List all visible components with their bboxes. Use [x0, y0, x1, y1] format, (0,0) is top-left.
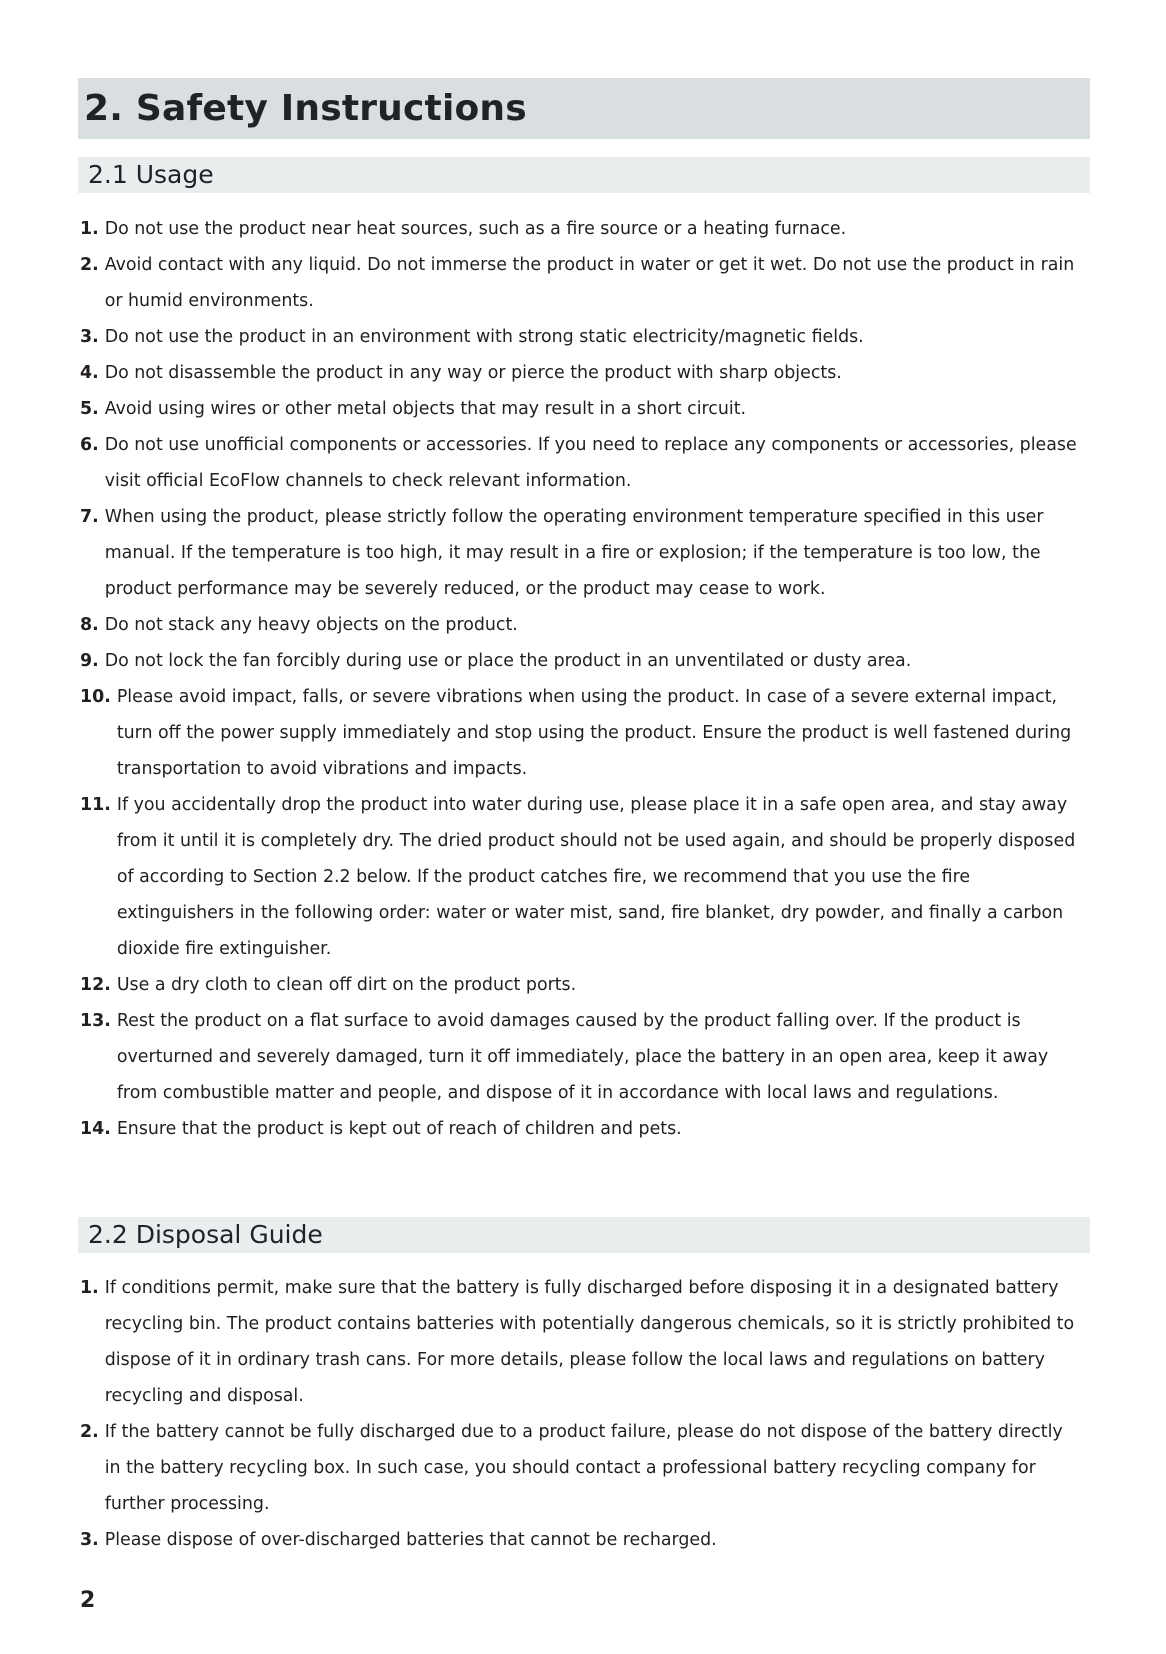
- item-text: If the battery cannot be fully discharged due to a product failure, please do not dispose of the battery directly in the battery recycling box. In such case, you should contact a professional battery recycling company for further processing.: [104, 1422, 1063, 1514]
- item-number: 3.: [80, 1530, 99, 1550]
- item-number: 3.: [80, 327, 99, 347]
- list-item: [80, 355, 1092, 391]
- item-text: Do not lock the fan forcibly during use or place the product in an unventilated or dusty area.: [104, 651, 912, 671]
- list-item: [80, 679, 1092, 787]
- item-text: Use a dry cloth to clean off dirt on the product ports.: [116, 975, 577, 995]
- item-text: If you accidentally drop the product into water during use, please place it in a safe open area, and stay away from it until it is completely dry. The dried product should not be used again, and should be properly disposed of according to Section 2.2 below. If the product catches fire, we recommend that you use the fire extinguishers in the following order: water or water mist, sand, fire blanket, dry powder, and finally a carbon dioxide fire extinguisher.: [116, 795, 1076, 959]
- list-item: [80, 1522, 1092, 1558]
- item-number: 8.: [80, 615, 99, 635]
- list-item: [80, 1414, 1092, 1522]
- list-item: [80, 499, 1092, 607]
- item-number: 10.: [80, 687, 111, 707]
- list-item: [80, 643, 1092, 679]
- item-number: 2.: [80, 255, 99, 275]
- item-number: 1.: [80, 219, 99, 239]
- item-text: Do not use the product near heat sources, such as a fire source or a heating furnace.: [104, 219, 847, 239]
- list-item: [80, 319, 1092, 355]
- item-number: 9.: [80, 651, 99, 671]
- item-number: 4.: [80, 363, 99, 383]
- list-item: [80, 787, 1092, 967]
- list-item: [80, 1111, 1092, 1147]
- item-text: Ensure that the product is kept out of reach of children and pets.: [116, 1119, 682, 1139]
- item-text: Please dispose of over-discharged batteries that cannot be recharged.: [104, 1530, 717, 1550]
- item-number: 14.: [80, 1119, 111, 1139]
- list-item: [80, 1270, 1092, 1414]
- usage-list: [80, 211, 1092, 1147]
- disposal-list: [80, 1270, 1092, 1558]
- item-text: Do not use the product in an environment with strong static electricity/magnetic fields.: [104, 327, 864, 347]
- usage-section-heading: 2.1 Usage: [78, 157, 1090, 193]
- item-text: If conditions permit, make sure that the battery is fully discharged before disposing it in a designated battery recycling bin. The product contains batteries with potentially dangerous chemicals, so it is strictly prohibited to dispose of it in ordinary trash cans. For more details, please follow the local laws and regulations on battery recycling and disposal.: [104, 1278, 1075, 1406]
- item-text: Do not disassemble the product in any way or pierce the product with sharp objects.: [104, 363, 842, 383]
- item-text: Avoid using wires or other metal objects that may result in a short circuit.: [104, 399, 747, 419]
- list-item: [80, 391, 1092, 427]
- list-item: [80, 1003, 1092, 1111]
- item-text: Please avoid impact, falls, or severe vibrations when using the product. In case of a severe external impact, turn off the power supply immediately and stop using the product. Ensure the product is well fastened during transportation to avoid vibrations and impacts.: [116, 687, 1072, 779]
- item-text: Do not use unofficial components or accessories. If you need to replace any components or accessories, please visit official EcoFlow channels to check relevant information.: [104, 435, 1077, 491]
- item-text: Rest the product on a flat surface to avoid damages caused by the product falling over. If the product is overturned and severely damaged, turn it off immediately, place the battery in an open area, keep it away from combustible matter and people, and dispose of it in accordance with local laws and regulations.: [116, 1011, 1049, 1103]
- item-text: Do not stack any heavy objects on the product.: [104, 615, 518, 635]
- item-text: When using the product, please strictly follow the operating environment temperature specified in this user manual. If the temperature is too high, it may result in a fire or explosion; if the temperature is too low, the product performance may be severely reduced, or the product may cease to work.: [104, 507, 1044, 599]
- list-item: [80, 607, 1092, 643]
- list-item: [80, 247, 1092, 319]
- item-number: 13.: [80, 1011, 111, 1031]
- item-number: 1.: [80, 1278, 99, 1298]
- item-number: 5.: [80, 399, 99, 419]
- item-number: 7.: [80, 507, 99, 527]
- list-item: [80, 211, 1092, 247]
- list-item: [80, 427, 1092, 499]
- item-number: 6.: [80, 435, 99, 455]
- item-number: 2.: [80, 1422, 99, 1442]
- item-number: 11.: [80, 795, 111, 815]
- item-text: Avoid contact with any liquid. Do not immerse the product in water or get it wet. Do not use the product in rain or humid environments.: [104, 255, 1075, 311]
- item-number: 12.: [80, 975, 111, 995]
- page-number: 2: [80, 1588, 96, 1613]
- disposal-section-heading: 2.2 Disposal Guide: [78, 1217, 1090, 1253]
- page-title: 2. Safety Instructions: [78, 78, 1090, 139]
- list-item: [80, 967, 1092, 1003]
